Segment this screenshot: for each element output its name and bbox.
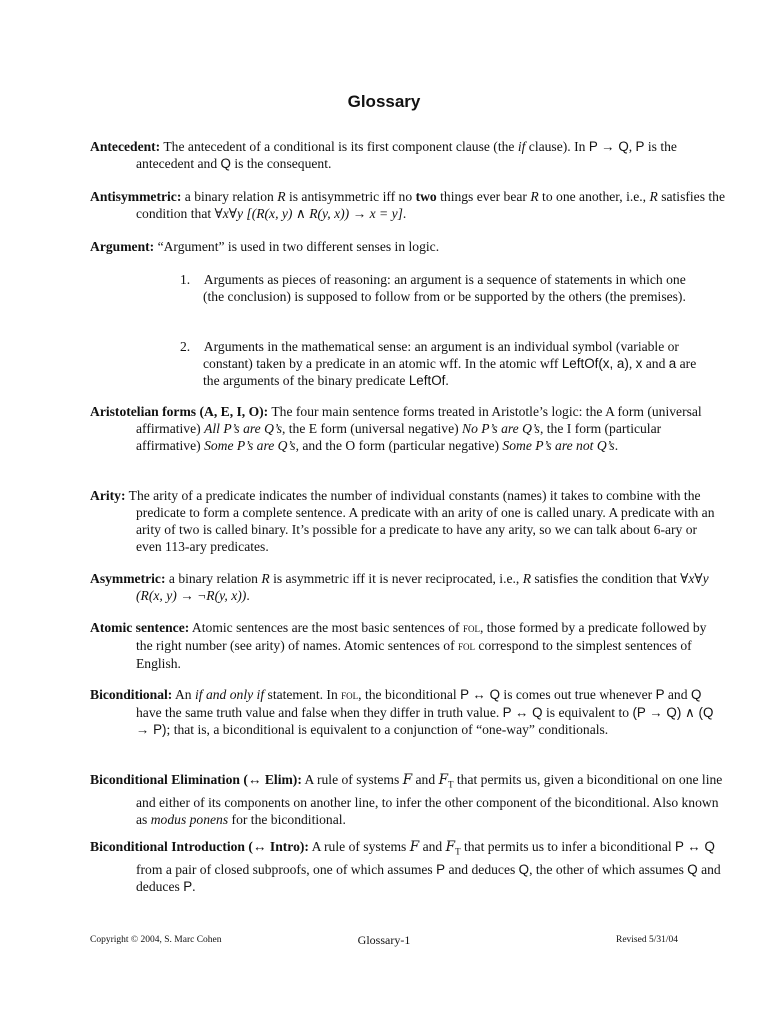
entry-asymmetric: Asymmetric: a binary relation R is asymmetric iff it is never reciprocated, i.e., R satisfies the condition that ∀x∀y (R(x, y) → ¬R(y, x)). bbox=[90, 571, 709, 603]
footer-revised: Revised 5/31/04 bbox=[615, 935, 678, 945]
argument-item-1: 1. Arguments as pieces of reasoning: an argument is a sequence of statements in which one (the conclusion) is supposed to follow from or be supported by the others (the premises). bbox=[180, 272, 686, 304]
term-atomic-sentence: Atomic sentence: bbox=[90, 620, 190, 635]
term-asymmetric: Asymmetric: bbox=[90, 571, 166, 586]
entry-biconditional: Biconditional: An if and only if statement. In fol, the biconditional P ↔ Q is comes out true whenever P and Q have the same truth value and false when they differ in truth value. P ↔ Q is equivalent to (P → Q) ∧ (Q → P); that is, a biconditional is equivalent to a conjunction of “one-way” conditionals. bbox=[90, 687, 714, 737]
entry-aristotelian-forms: Aristotelian forms (A, E, I, O): The four main sentence forms treated in Aristotle’s logic: the A form (universal affirmative) All P’s are Q’s, the E form (universal negative) No P’s are Q’s, the I form (particular affirmative) Some P’s are Q’s, and the O form (particular negative) Some P’s are not Q’s. bbox=[90, 404, 702, 453]
argument-item-2: 2. Arguments in the mathematical sense: an argument is an individual symbol (variable or constant) taken by a predicate in an atomic wff. In the atomic wff LeftOf(x, a), x and a are the arguments of the binary predicate LeftOf. bbox=[180, 339, 697, 388]
page-title: Glossary bbox=[347, 92, 421, 111]
entry-argument: Argument: “Argument” is used in two different senses in logic. bbox=[90, 239, 440, 254]
footer-page-number: Glossary-1 bbox=[357, 933, 411, 947]
term-biconditional: Biconditional: bbox=[90, 687, 173, 702]
term-biconditional-elimination: Biconditional Elimination (↔ Elim): bbox=[90, 772, 302, 787]
entry-antisymmetric: Antisymmetric: a binary relation R is antisymmetric iff no two things ever bear R to one another, i.e., R satisfies the condition that ∀x∀y [(R(x, y) ∧ R(y, x)) → x = y]. bbox=[90, 189, 725, 221]
entry-biconditional-elimination: Biconditional Elimination (↔ Elim): A rule of systems F and $F_T$ that permits us, given a biconditional on one line and either of its components on another line, to infer the other component of the biconditional. Also known as modus ponens for the biconditional. bbox=[90, 772, 723, 827]
entry-arity: Arity: The arity of a predicate indicates the number of individual constants (names) it takes to combine with the predicate to form a complete sentence. A predicate with an arity of one is called unary. A predicate with an arity of two is called binary. It’s possible for a predicate to have any arity, so we can talk about 6-ary or even 113-ary predicates. bbox=[90, 488, 715, 554]
term-antecedent: Antecedent: bbox=[90, 139, 161, 154]
term-arity: Arity: bbox=[90, 488, 126, 503]
term-argument: Argument: bbox=[90, 239, 155, 254]
term-aristotelian-forms: Aristotelian forms (A, E, I, O): bbox=[90, 404, 269, 419]
entry-antecedent: Antecedent: The antecedent of a conditional is its first component clause (the if clause). In P → Q, P is the antecedent and Q is the consequent. bbox=[90, 139, 677, 171]
footer-copyright: Copyright © 2004, S. Marc Cohen bbox=[90, 935, 222, 945]
entry-atomic-sentence: Atomic sentence: Atomic sentences are the most basic sentences of fol, those formed by a predicate followed by the right number (see arity) of names. Atomic sentences of fol correspond to the simplest sentences of English. bbox=[90, 620, 707, 671]
term-antisymmetric: Antisymmetric: bbox=[90, 189, 182, 204]
entry-biconditional-introduction: Biconditional Introduction (↔ Intro): A rule of systems F and $F_T$ that permits us to infer a biconditional P ↔ Q from a pair of closed subproofs, one of which assumes P and deduces Q, the other of which assumes Q and deduces P. bbox=[90, 839, 721, 894]
term-biconditional-introduction: Biconditional Introduction (↔ Intro): bbox=[90, 839, 309, 854]
